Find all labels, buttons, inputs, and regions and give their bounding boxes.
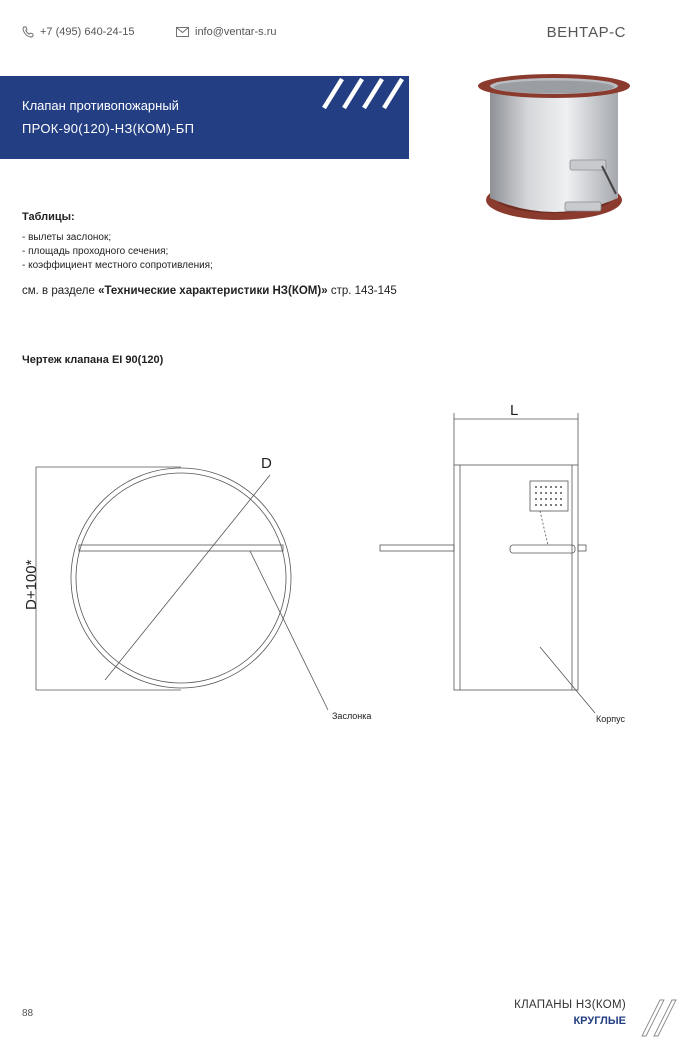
reference-link[interactable]: «Технические характеристики НЗ(КОМ)» bbox=[98, 285, 328, 297]
banner-title-line2: ПРОК-90(120)-НЗ(КОМ)-БП bbox=[22, 121, 195, 136]
label-height: D+100* bbox=[23, 559, 40, 610]
footer-subcategory: КРУГЛЫЕ bbox=[573, 1015, 626, 1027]
tables-heading: Таблицы: bbox=[22, 211, 75, 223]
envelope-icon bbox=[176, 27, 189, 37]
label-length: L bbox=[510, 402, 519, 419]
email-address[interactable]: info@ventar-s.ru bbox=[195, 26, 277, 38]
list-item: - коэффициент местного сопротивления; bbox=[22, 260, 213, 271]
product-image bbox=[470, 70, 635, 230]
reference-suffix: стр. 143-145 bbox=[327, 285, 397, 297]
drawing-title: Чертеж клапана EI 90(120) bbox=[22, 354, 164, 366]
stripes-decoration bbox=[318, 76, 409, 116]
page-number: 88 bbox=[22, 1008, 34, 1019]
brand-name: ВЕНТАР-С bbox=[546, 24, 626, 41]
title-banner bbox=[0, 76, 409, 159]
tables-list bbox=[22, 231, 213, 273]
reference-prefix: см. в разделе bbox=[22, 285, 99, 297]
list-item: - площадь проходного сечения; bbox=[22, 246, 169, 257]
label-damper: Заслонка bbox=[332, 711, 372, 721]
phone-icon bbox=[22, 26, 34, 38]
list-item: - вылеты заслонок; bbox=[22, 232, 112, 243]
label-body: Корпус bbox=[596, 714, 626, 724]
email-contact bbox=[176, 26, 276, 38]
footer-stripes-decoration bbox=[640, 998, 680, 1038]
phone-contact bbox=[22, 26, 134, 38]
label-diameter: D bbox=[261, 455, 272, 472]
banner-title-line1: Клапан противопожарный bbox=[22, 98, 179, 113]
reference-text bbox=[22, 285, 397, 297]
phone-number[interactable]: +7 (495) 640-24-15 bbox=[40, 26, 135, 38]
technical-drawing bbox=[0, 395, 682, 735]
footer-category: КЛАПАНЫ НЗ(КОМ) bbox=[514, 999, 626, 1011]
